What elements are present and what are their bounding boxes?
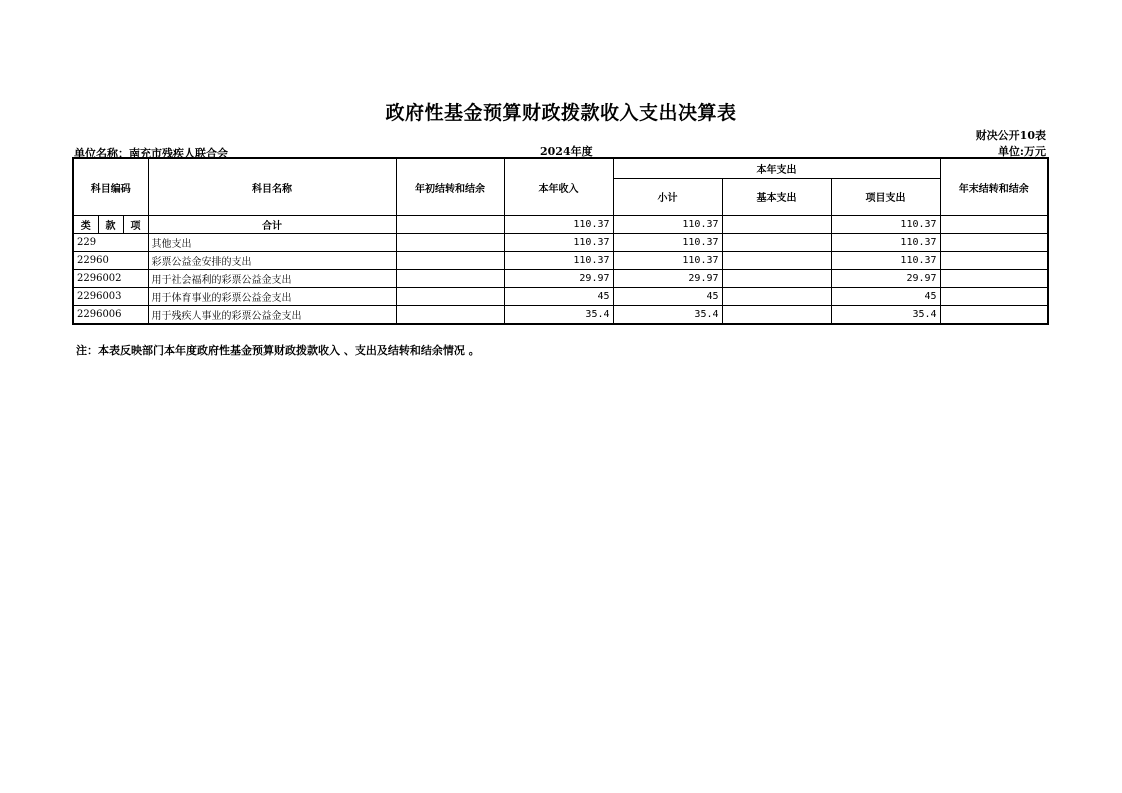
header-subtotal: 小计 xyxy=(613,178,722,215)
row-opening xyxy=(396,288,504,306)
row-subtotal: 45 xyxy=(613,288,722,306)
total-basic xyxy=(722,216,831,234)
header-project: 项目支出 xyxy=(831,178,940,215)
row-project: 110.37 xyxy=(831,234,940,252)
header-kuan: 款 xyxy=(98,216,123,234)
table-row xyxy=(73,288,1048,306)
row-code: 22960 xyxy=(73,252,148,270)
table-row xyxy=(73,234,1048,252)
row-code: 2296006 xyxy=(73,306,148,325)
unit-name: 单位名称：南充市残疾人联合会 xyxy=(74,147,228,160)
row-closing xyxy=(940,234,1048,252)
page-title: 政府性基金预算财政拨款收入支出决算表 xyxy=(385,102,737,124)
row-opening xyxy=(396,252,504,270)
row-basic xyxy=(722,270,831,288)
row-basic xyxy=(722,288,831,306)
total-label: 合计 xyxy=(148,216,396,234)
row-project: 110.37 xyxy=(831,252,940,270)
total-closing xyxy=(940,216,1048,234)
row-income: 29.97 xyxy=(504,270,613,288)
header-expenditure: 本年支出 xyxy=(613,158,940,178)
row-project: 45 xyxy=(831,288,940,306)
row-opening xyxy=(396,270,504,288)
header-basic: 基本支出 xyxy=(722,178,831,215)
row-project: 29.97 xyxy=(831,270,940,288)
currency-unit: 单位:万元 xyxy=(997,145,1046,158)
row-subtotal: 35.4 xyxy=(613,306,722,325)
row-opening xyxy=(396,234,504,252)
row-name: 用于残疾人事业的彩票公益金支出 xyxy=(148,306,396,325)
row-name: 彩票公益金安排的支出 xyxy=(148,252,396,270)
budget-table xyxy=(72,157,1049,325)
row-opening xyxy=(396,306,504,325)
total-income: 110.37 xyxy=(504,216,613,234)
header-income: 本年收入 xyxy=(504,158,613,216)
row-subtotal: 110.37 xyxy=(613,234,722,252)
row-subtotal: 29.97 xyxy=(613,270,722,288)
row-income: 110.37 xyxy=(504,252,613,270)
row-closing xyxy=(940,288,1048,306)
header-opening: 年初结转和结余 xyxy=(396,158,504,216)
row-closing xyxy=(940,270,1048,288)
row-name: 用于体育事业的彩票公益金支出 xyxy=(148,288,396,306)
row-code: 2296003 xyxy=(73,288,148,306)
header-code: 科目编码 xyxy=(73,158,148,216)
row-basic xyxy=(722,306,831,325)
row-code: 229 xyxy=(73,234,148,252)
form-number: 财决公开10表 xyxy=(975,129,1046,142)
total-project: 110.37 xyxy=(831,216,940,234)
header-lei: 类 xyxy=(73,216,98,234)
row-closing xyxy=(940,306,1048,325)
row-subtotal: 110.37 xyxy=(613,252,722,270)
row-code: 2296002 xyxy=(73,270,148,288)
total-subtotal: 110.37 xyxy=(613,216,722,234)
row-income: 45 xyxy=(504,288,613,306)
header-row-1 xyxy=(73,158,1048,178)
header-closing: 年末结转和结余 xyxy=(940,158,1048,216)
total-opening xyxy=(396,216,504,234)
table-row xyxy=(73,306,1048,325)
row-name: 其他支出 xyxy=(148,234,396,252)
fiscal-year: 2024年度 xyxy=(540,145,593,158)
row-closing xyxy=(940,252,1048,270)
row-income: 35.4 xyxy=(504,306,613,325)
row-basic xyxy=(722,234,831,252)
header-name: 科目名称 xyxy=(148,158,396,216)
footnote: 注：本表反映部门本年度政府性基金预算财政拨款收入 、支出及结转和结余情况 。 xyxy=(76,344,480,357)
table-row xyxy=(73,252,1048,270)
header-xiang: 项 xyxy=(123,216,148,234)
row-name: 用于社会福利的彩票公益金支出 xyxy=(148,270,396,288)
table-row xyxy=(73,270,1048,288)
row-income: 110.37 xyxy=(504,234,613,252)
total-row xyxy=(73,216,1048,234)
row-basic xyxy=(722,252,831,270)
row-project: 35.4 xyxy=(831,306,940,325)
